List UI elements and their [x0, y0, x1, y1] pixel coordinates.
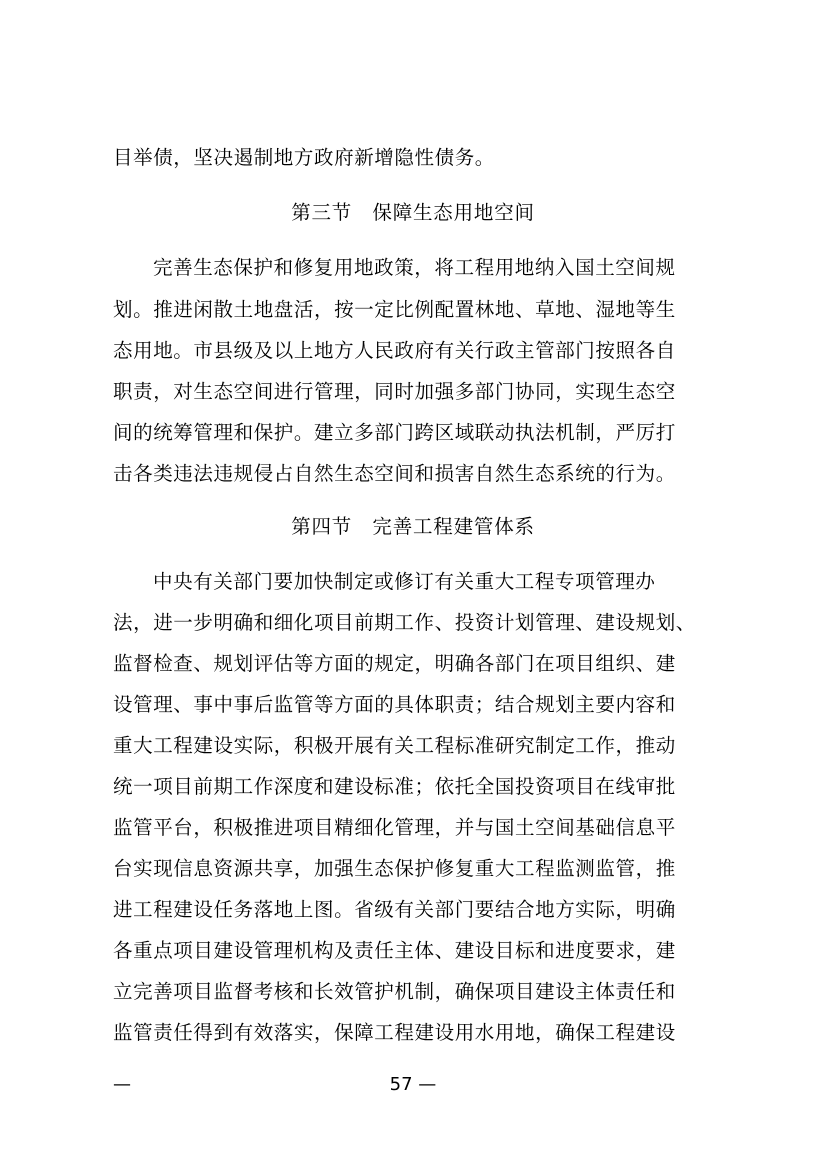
section-heading: 第四节 完善工程建管体系: [291, 515, 535, 538]
paragraph-line: 设管理、事中事后监管等方面的具体职责；结合规划主要内容和: [113, 693, 676, 716]
paragraph-line: 职责，对生态空间进行管理，同时加强多部门协同，实现生态空: [113, 380, 676, 403]
paragraph-line: 法，进一步明确和细化项目前期工作、投资计划管理、建设规划、: [113, 611, 696, 634]
paragraph-line: 台实现信息资源共享，加强生态保护修复重大工程监测监管，推: [113, 857, 676, 880]
paragraph-line: 完善生态保护和修复用地政策，将工程用地纳入国土空间规: [153, 256, 676, 279]
paragraph-line: 监管责任得到有效落实，保障工程建设用水用地，确保工程建设: [113, 1021, 676, 1044]
paragraph-line: 划。推进闲散土地盘活，按一定比例配置林地、草地、湿地等生: [113, 298, 676, 321]
paragraph-line: 各重点项目建设管理机构及责任主体、建设目标和进度要求，建: [113, 939, 676, 962]
paragraph-line: 统一项目前期工作深度和建设标准；依托全国投资项目在线审批: [113, 775, 676, 798]
page-number: 57 —: [389, 1074, 437, 1095]
paragraph-line: 目举债，坚决遏制地方政府新增隐性债务。: [113, 146, 495, 169]
paragraph-line: 监管平台，积极推进项目精细化管理，并与国土空间基础信息平: [113, 816, 676, 839]
paragraph-line: 间的统筹管理和保护。建立多部门跨区域联动执法机制，严厉打: [113, 421, 676, 444]
paragraph-line: 立完善项目监督考核和长效管护机制，确保项目建设主体责任和: [113, 980, 676, 1003]
footer-left-dash: —: [113, 1074, 131, 1095]
paragraph-line: 重大工程建设实际，积极开展有关工程标准研究制定工作，推动: [113, 734, 676, 757]
paragraph-line: 态用地。市县级及以上地方人民政府有关行政主管部门按照各自: [113, 339, 676, 362]
paragraph-line: 击各类违法违规侵占自然生态空间和损害自然生态系统的行为。: [113, 462, 676, 485]
paragraph-line: 中央有关部门要加快制定或修订有关重大工程专项管理办: [153, 570, 656, 593]
section-heading: 第三节 保障生态用地空间: [291, 201, 535, 224]
paragraph-line: 监督检查、规划评估等方面的规定，明确各部门在项目组织、建: [113, 652, 676, 675]
paragraph-line: 进工程建设任务落地上图。省级有关部门要结合地方实际，明确: [113, 898, 676, 921]
